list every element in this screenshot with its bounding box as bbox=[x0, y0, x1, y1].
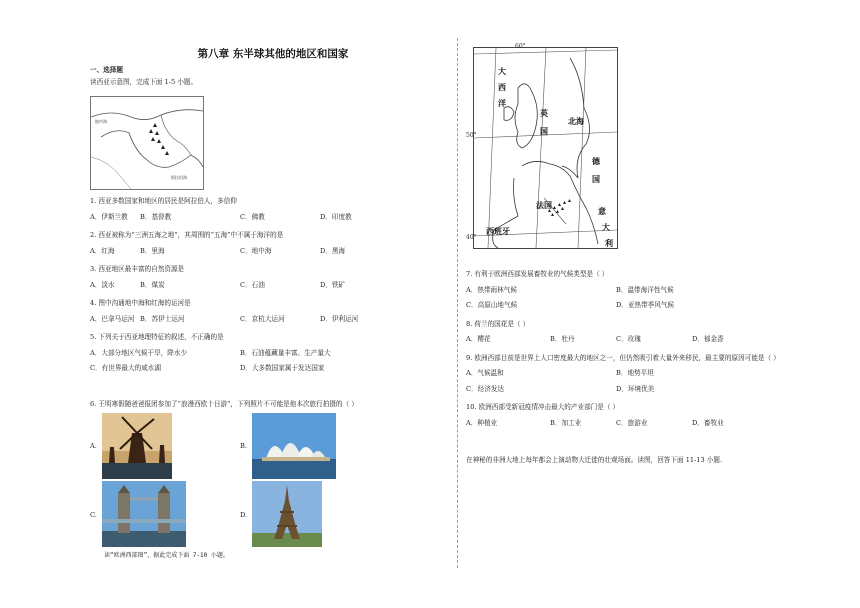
answer-option[interactable]: A．大部分地区气候干旱，降水少 bbox=[90, 348, 188, 357]
section-heading: 一、选择题 bbox=[90, 66, 123, 74]
map-label-north-sea: 北海 bbox=[568, 117, 584, 126]
opera-house-photo bbox=[252, 413, 336, 479]
eiffel-tower-photo bbox=[252, 481, 322, 547]
answer-option[interactable]: A．伊斯兰教 bbox=[90, 212, 128, 221]
answer-option[interactable]: B．苏伊士运河 bbox=[140, 314, 185, 323]
question-text: 2. 西亚被称为“三洲五海之地”，其周围的“五海”中不属于海洋的是 bbox=[90, 231, 284, 239]
answer-option[interactable]: A．巴拿马运河 bbox=[90, 314, 135, 323]
answer-option[interactable]: B．基督教 bbox=[140, 212, 172, 221]
answer-option[interactable]: B．牡丹 bbox=[550, 335, 575, 343]
lat-50-label: 50° bbox=[466, 132, 477, 139]
map-label-uk-1: 英 bbox=[540, 109, 548, 118]
map-label-atlantic-1: 大 bbox=[498, 67, 506, 76]
map-label-italy-3: 利 bbox=[605, 239, 613, 248]
answer-option[interactable]: B．煤炭 bbox=[140, 280, 165, 289]
answer-option[interactable]: A．红海 bbox=[90, 246, 115, 255]
western-europe-map-svg bbox=[474, 48, 617, 248]
question-text: 5. 下列关于西亚地理特征的叙述，不正确的是 bbox=[90, 333, 224, 341]
map-label-france: 法国 bbox=[536, 201, 552, 210]
question-text: 9. 欧洲西部目前是世界上人口密度最大的地区之一，但仍然吸引着大量外来移民，最主要的原因可能是（ ） bbox=[466, 353, 780, 362]
question-text: 10. 欧洲西部受新冠疫情冲击最大的产业部门是（ ） bbox=[466, 403, 620, 411]
map-label-germany-1: 德 bbox=[592, 157, 600, 166]
q6-option-a-label: A. bbox=[90, 442, 97, 450]
answer-option[interactable]: D．印度教 bbox=[320, 212, 352, 221]
tower-bridge-photo bbox=[102, 481, 186, 547]
lat-40-label: 40° bbox=[466, 234, 477, 241]
map-label-italy-1: 意 bbox=[598, 207, 606, 216]
western-europe-map bbox=[473, 47, 618, 249]
answer-option[interactable]: C．佛教 bbox=[240, 212, 265, 221]
map-label-spain: 西班牙 bbox=[486, 227, 510, 236]
answer-option[interactable]: C．高原山地气候 bbox=[466, 301, 518, 309]
map-label-germany-2: 国 bbox=[592, 175, 600, 184]
answer-option[interactable]: A．种植业 bbox=[466, 418, 498, 427]
west-asia-map bbox=[90, 96, 204, 190]
answer-option[interactable]: D．亚热带季风气候 bbox=[616, 301, 675, 309]
map-label-italy-2: 大 bbox=[602, 223, 610, 232]
intro-text: 读西亚示意图，完成下面 1-5 小题。 bbox=[90, 78, 198, 86]
answer-option[interactable]: D．黑海 bbox=[320, 246, 346, 255]
q6-option-b-label: B. bbox=[240, 442, 247, 450]
answer-option[interactable]: B．加工业 bbox=[550, 418, 582, 427]
answer-option[interactable]: C．经济发达 bbox=[466, 384, 505, 393]
answer-option[interactable]: C．有世界最大的咸水湖 bbox=[90, 364, 161, 372]
answer-option[interactable]: A．热带雨林气候 bbox=[466, 285, 517, 294]
page-title: 第八章 东半球其他的地区和国家 bbox=[197, 48, 349, 60]
map-label-arabian-sea: 阿拉伯海 bbox=[171, 175, 187, 180]
europe-intro-text: 读“欧洲西部图”，据此完成下面 7-10 小题。 bbox=[104, 552, 229, 559]
question-text: 8. 荷兰的国花是（ ） bbox=[466, 319, 530, 328]
q6-option-c-label: C. bbox=[90, 511, 97, 519]
question-text: 1. 西亚多数国家和地区的居民是阿拉伯人，多信仰 bbox=[90, 197, 237, 205]
answer-option[interactable]: D．畜牧业 bbox=[692, 418, 724, 427]
answer-option[interactable]: A．淡水 bbox=[90, 280, 115, 289]
answer-option[interactable]: D．环境优美 bbox=[616, 384, 655, 393]
answer-option[interactable]: B．里海 bbox=[140, 246, 165, 255]
answer-option[interactable]: D．大多数国家属于发达国家 bbox=[240, 364, 325, 372]
column-divider bbox=[457, 38, 458, 568]
answer-option[interactable]: C．旅游业 bbox=[616, 418, 648, 427]
map-label-uk-2: 国 bbox=[540, 127, 548, 136]
map-label-mediterranean: 地中海 bbox=[95, 119, 107, 124]
answer-option[interactable]: D．伊利运河 bbox=[320, 314, 359, 323]
lat-60-label: 60° bbox=[515, 43, 526, 50]
windmill-photo bbox=[102, 413, 172, 479]
answer-option[interactable]: C．玫瑰 bbox=[616, 335, 641, 343]
answer-option[interactable]: B．石油蕴藏量丰富、生产量大 bbox=[240, 348, 331, 357]
africa-intro-text: 在神秘的非洲大地上每年都会上演动物大迁徙的壮观场面。读图，回答下面 11-13 小题. bbox=[466, 456, 723, 464]
question-text: 7. 有利于欧洲西部发展畜牧业的气候类型是（ ） bbox=[466, 270, 609, 278]
map-label-atlantic-3: 洋 bbox=[498, 99, 506, 108]
answer-option[interactable]: D．郁金香 bbox=[692, 335, 724, 343]
answer-option[interactable]: B．地势平坦 bbox=[616, 369, 654, 377]
q6-option-d-label: D. bbox=[240, 511, 248, 519]
question-text: 4. 图中沟通地中海和红海的运河是 bbox=[90, 299, 191, 307]
map-label-atlantic-2: 西 bbox=[498, 83, 506, 92]
answer-option[interactable]: C．石油 bbox=[240, 280, 265, 289]
answer-option[interactable]: C．地中海 bbox=[240, 246, 272, 255]
question-text: 3. 西亚地区最丰富的自然资源是 bbox=[90, 265, 185, 273]
answer-option[interactable]: A．樱花 bbox=[466, 335, 491, 343]
answer-option[interactable]: B．温带海洋性气候 bbox=[616, 285, 674, 294]
answer-option[interactable]: A．气候温和 bbox=[466, 369, 504, 377]
question-6: 6. 王明寒假随爸爸报团参加了“浪漫西欧十日游”，下列照片不可能是他本次旅行拍摄的（ ） bbox=[90, 400, 358, 408]
answer-option[interactable]: C．京杭大运河 bbox=[240, 314, 285, 323]
answer-option[interactable]: D．铁矿 bbox=[320, 280, 346, 289]
